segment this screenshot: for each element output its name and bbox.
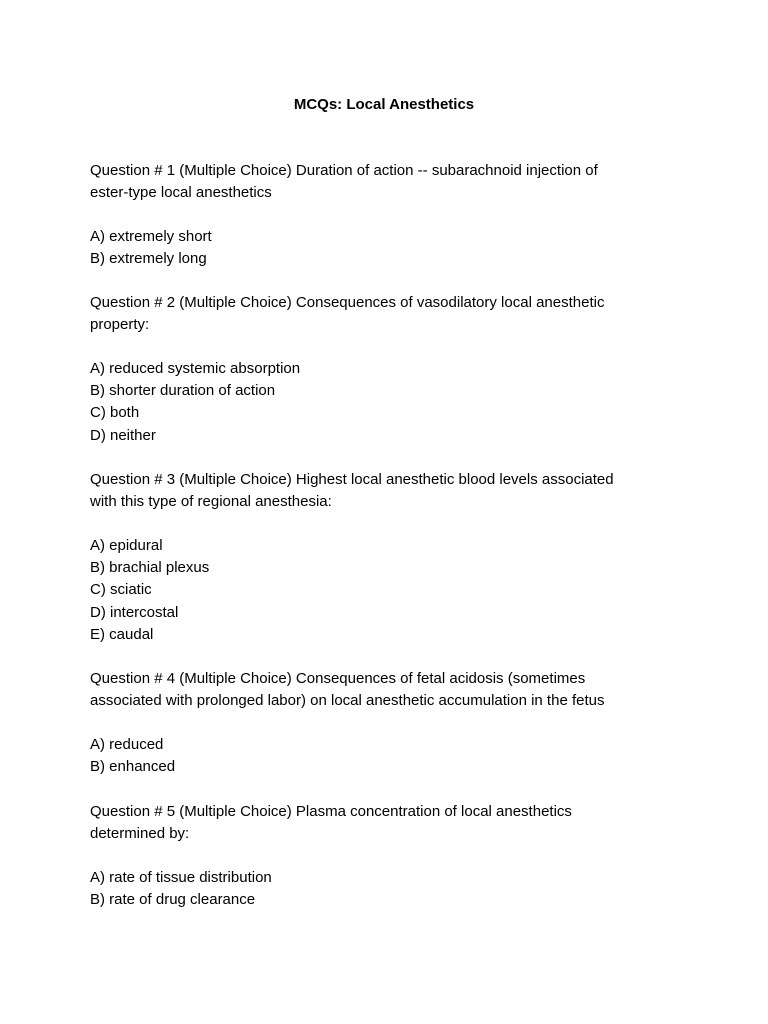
question-3-options xyxy=(90,535,690,646)
question-4-line-1: Question # 4 (Multiple Choice) Consequences of fetal acidosis (sometimes xyxy=(90,670,586,687)
question-2-line-1: Question # 2 (Multiple Choice) Consequences of vasodilatory local anesthetic xyxy=(90,294,605,311)
question-1-stem xyxy=(90,160,690,204)
question-1-options xyxy=(90,226,690,270)
question-2-option-d: D) neither xyxy=(90,426,156,444)
question-5-line-2: determined by: xyxy=(90,825,190,843)
question-1-option-b: B) extremely long xyxy=(90,250,207,268)
question-5-option-b: B) rate of drug clearance xyxy=(90,891,256,909)
question-4-line-2: associated with prolonged labor) on local anesthetic accumulation in the fetus xyxy=(90,692,605,710)
question-5-options xyxy=(90,867,690,911)
question-4-option-b: B) enhanced xyxy=(90,758,176,776)
question-1-line-1: Question # 1 (Multiple Choice) Duration of action -- subarachnoid injection of xyxy=(90,162,598,179)
question-1-option-a: A) extremely short xyxy=(90,228,212,245)
question-2-stem xyxy=(90,292,690,336)
question-2-option-b: B) shorter duration of action xyxy=(90,382,276,400)
question-4-options xyxy=(90,734,690,778)
question-2-option-a: A) reduced systemic absorption xyxy=(90,360,301,377)
question-2-line-2: property: xyxy=(90,316,150,334)
question-4-option-a: A) reduced xyxy=(90,736,164,753)
document-title: MCQs: Local Anesthetics xyxy=(293,96,475,113)
question-3-line-2: with this type of regional anesthesia: xyxy=(90,493,332,511)
question-4-stem xyxy=(90,668,690,712)
question-3-line-1: Question # 3 (Multiple Choice) Highest local anesthetic blood levels associated xyxy=(90,471,614,488)
question-3-option-a: A) epidural xyxy=(90,537,163,554)
question-3-option-e: E) caudal xyxy=(90,625,154,643)
question-5-stem xyxy=(90,801,690,845)
question-2-option-c: C) both xyxy=(90,404,140,422)
question-3-stem xyxy=(90,469,690,513)
question-1-line-2: ester-type local anesthetics xyxy=(90,184,272,202)
question-5-line-1: Question # 5 (Multiple Choice) Plasma concentration of local anesthetics xyxy=(90,803,572,820)
question-3-option-d: D) intercostal xyxy=(90,603,179,621)
question-2-options xyxy=(90,358,690,447)
question-3-option-c: C) sciatic xyxy=(90,581,152,599)
question-5-option-a: A) rate of tissue distribution xyxy=(90,869,272,886)
question-3-option-b: B) brachial plexus xyxy=(90,559,210,577)
